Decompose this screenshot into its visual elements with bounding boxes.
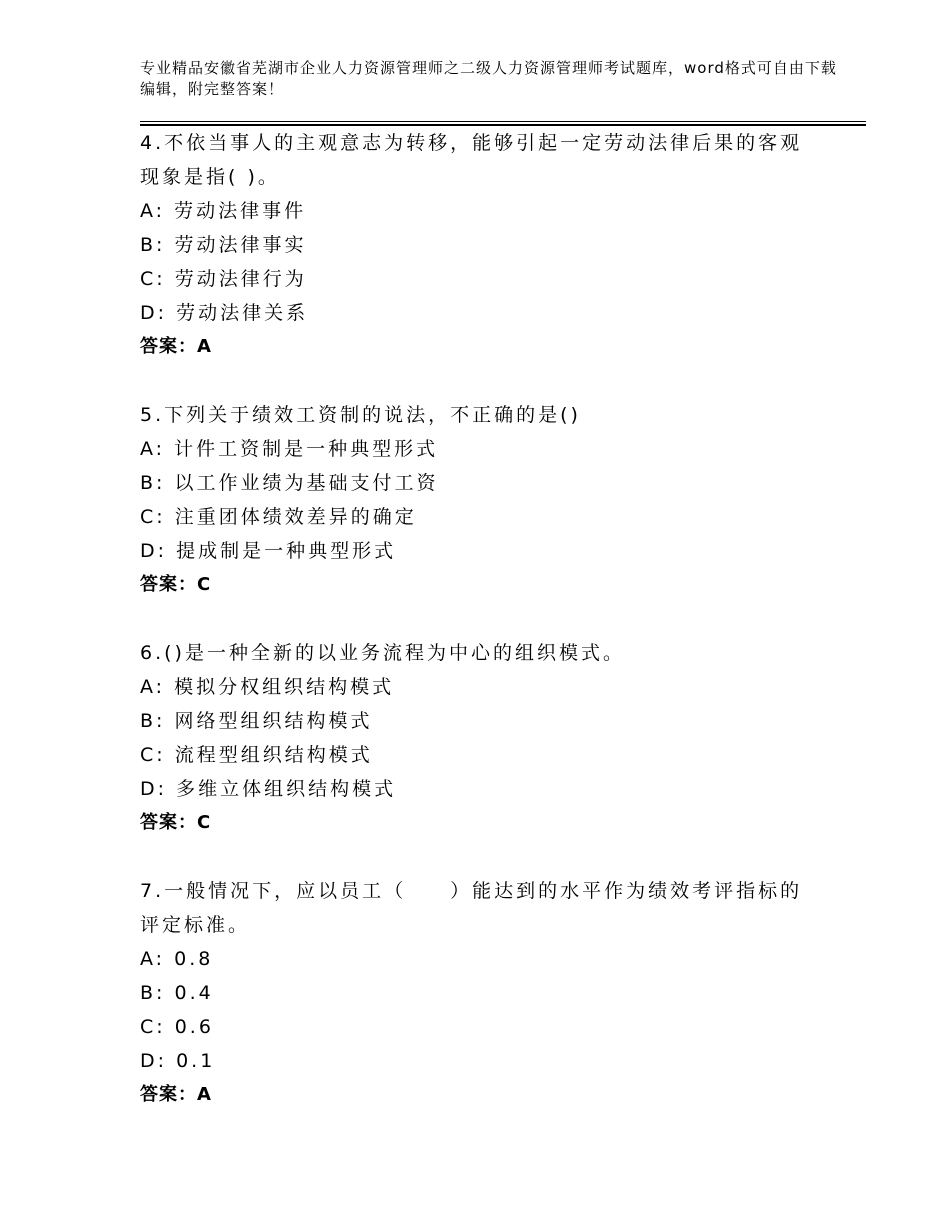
- question-stem: 4.不依当事人的主观意志为转移，能够引起一定劳动法律后果的客观现象是指( )。: [140, 132, 803, 188]
- question-7: [140, 874, 840, 1112]
- option-a: A: 计件工资制是一种典型形式: [140, 438, 439, 460]
- question-spacer: [140, 602, 840, 636]
- header-rule-thin: [140, 121, 866, 122]
- question-list: [140, 126, 840, 1112]
- option-c: C: 注重团体绩效差异的确定: [140, 506, 417, 528]
- option-b: B: 0.4: [140, 982, 214, 1004]
- option-d: D: 提成制是一种典型形式: [140, 540, 397, 562]
- option-b: B: 网络型组织结构模式: [140, 710, 373, 732]
- option-a: A: 模拟分权组织结构模式: [140, 676, 395, 698]
- question-stem: 7.一般情况下，应以员工（ ）能达到的水平作为绩效考评指标的评定标准。: [140, 880, 803, 936]
- option-a: A: 0.8: [140, 948, 214, 970]
- answer-label: 答案：A: [140, 336, 212, 357]
- answer-label: 答案：A: [140, 1084, 212, 1105]
- question-4: [140, 126, 840, 364]
- document-header: 专业精品安徽省芜湖市企业人力资源管理师之二级人力资源管理师考试题库，word格式可自由下载编辑，附完整答案！: [140, 59, 837, 98]
- option-a: A: 劳动法律事件: [140, 200, 307, 222]
- option-b: B: 劳动法律事实: [140, 234, 307, 256]
- question-5: [140, 398, 840, 602]
- option-d: D: 0.1: [140, 1050, 216, 1072]
- option-c: C: 流程型组织结构模式: [140, 744, 373, 766]
- question-spacer: [140, 840, 840, 874]
- option-b: B: 以工作业绩为基础支付工资: [140, 472, 439, 494]
- option-c: C: 0.6: [140, 1016, 214, 1038]
- question-stem: 5.下列关于绩效工资制的说法，不正确的是(): [140, 404, 581, 426]
- option-d: D: 劳动法律关系: [140, 302, 309, 324]
- question-stem: 6.()是一种全新的以业务流程为中心的组织模式。: [140, 642, 625, 664]
- answer-label: 答案：C: [140, 812, 212, 833]
- question-spacer: [140, 364, 840, 398]
- option-d: D: 多维立体组织结构模式: [140, 778, 397, 800]
- answer-label: 答案：C: [140, 574, 212, 595]
- option-c: C: 劳动法律行为: [140, 268, 307, 290]
- question-6: [140, 636, 840, 840]
